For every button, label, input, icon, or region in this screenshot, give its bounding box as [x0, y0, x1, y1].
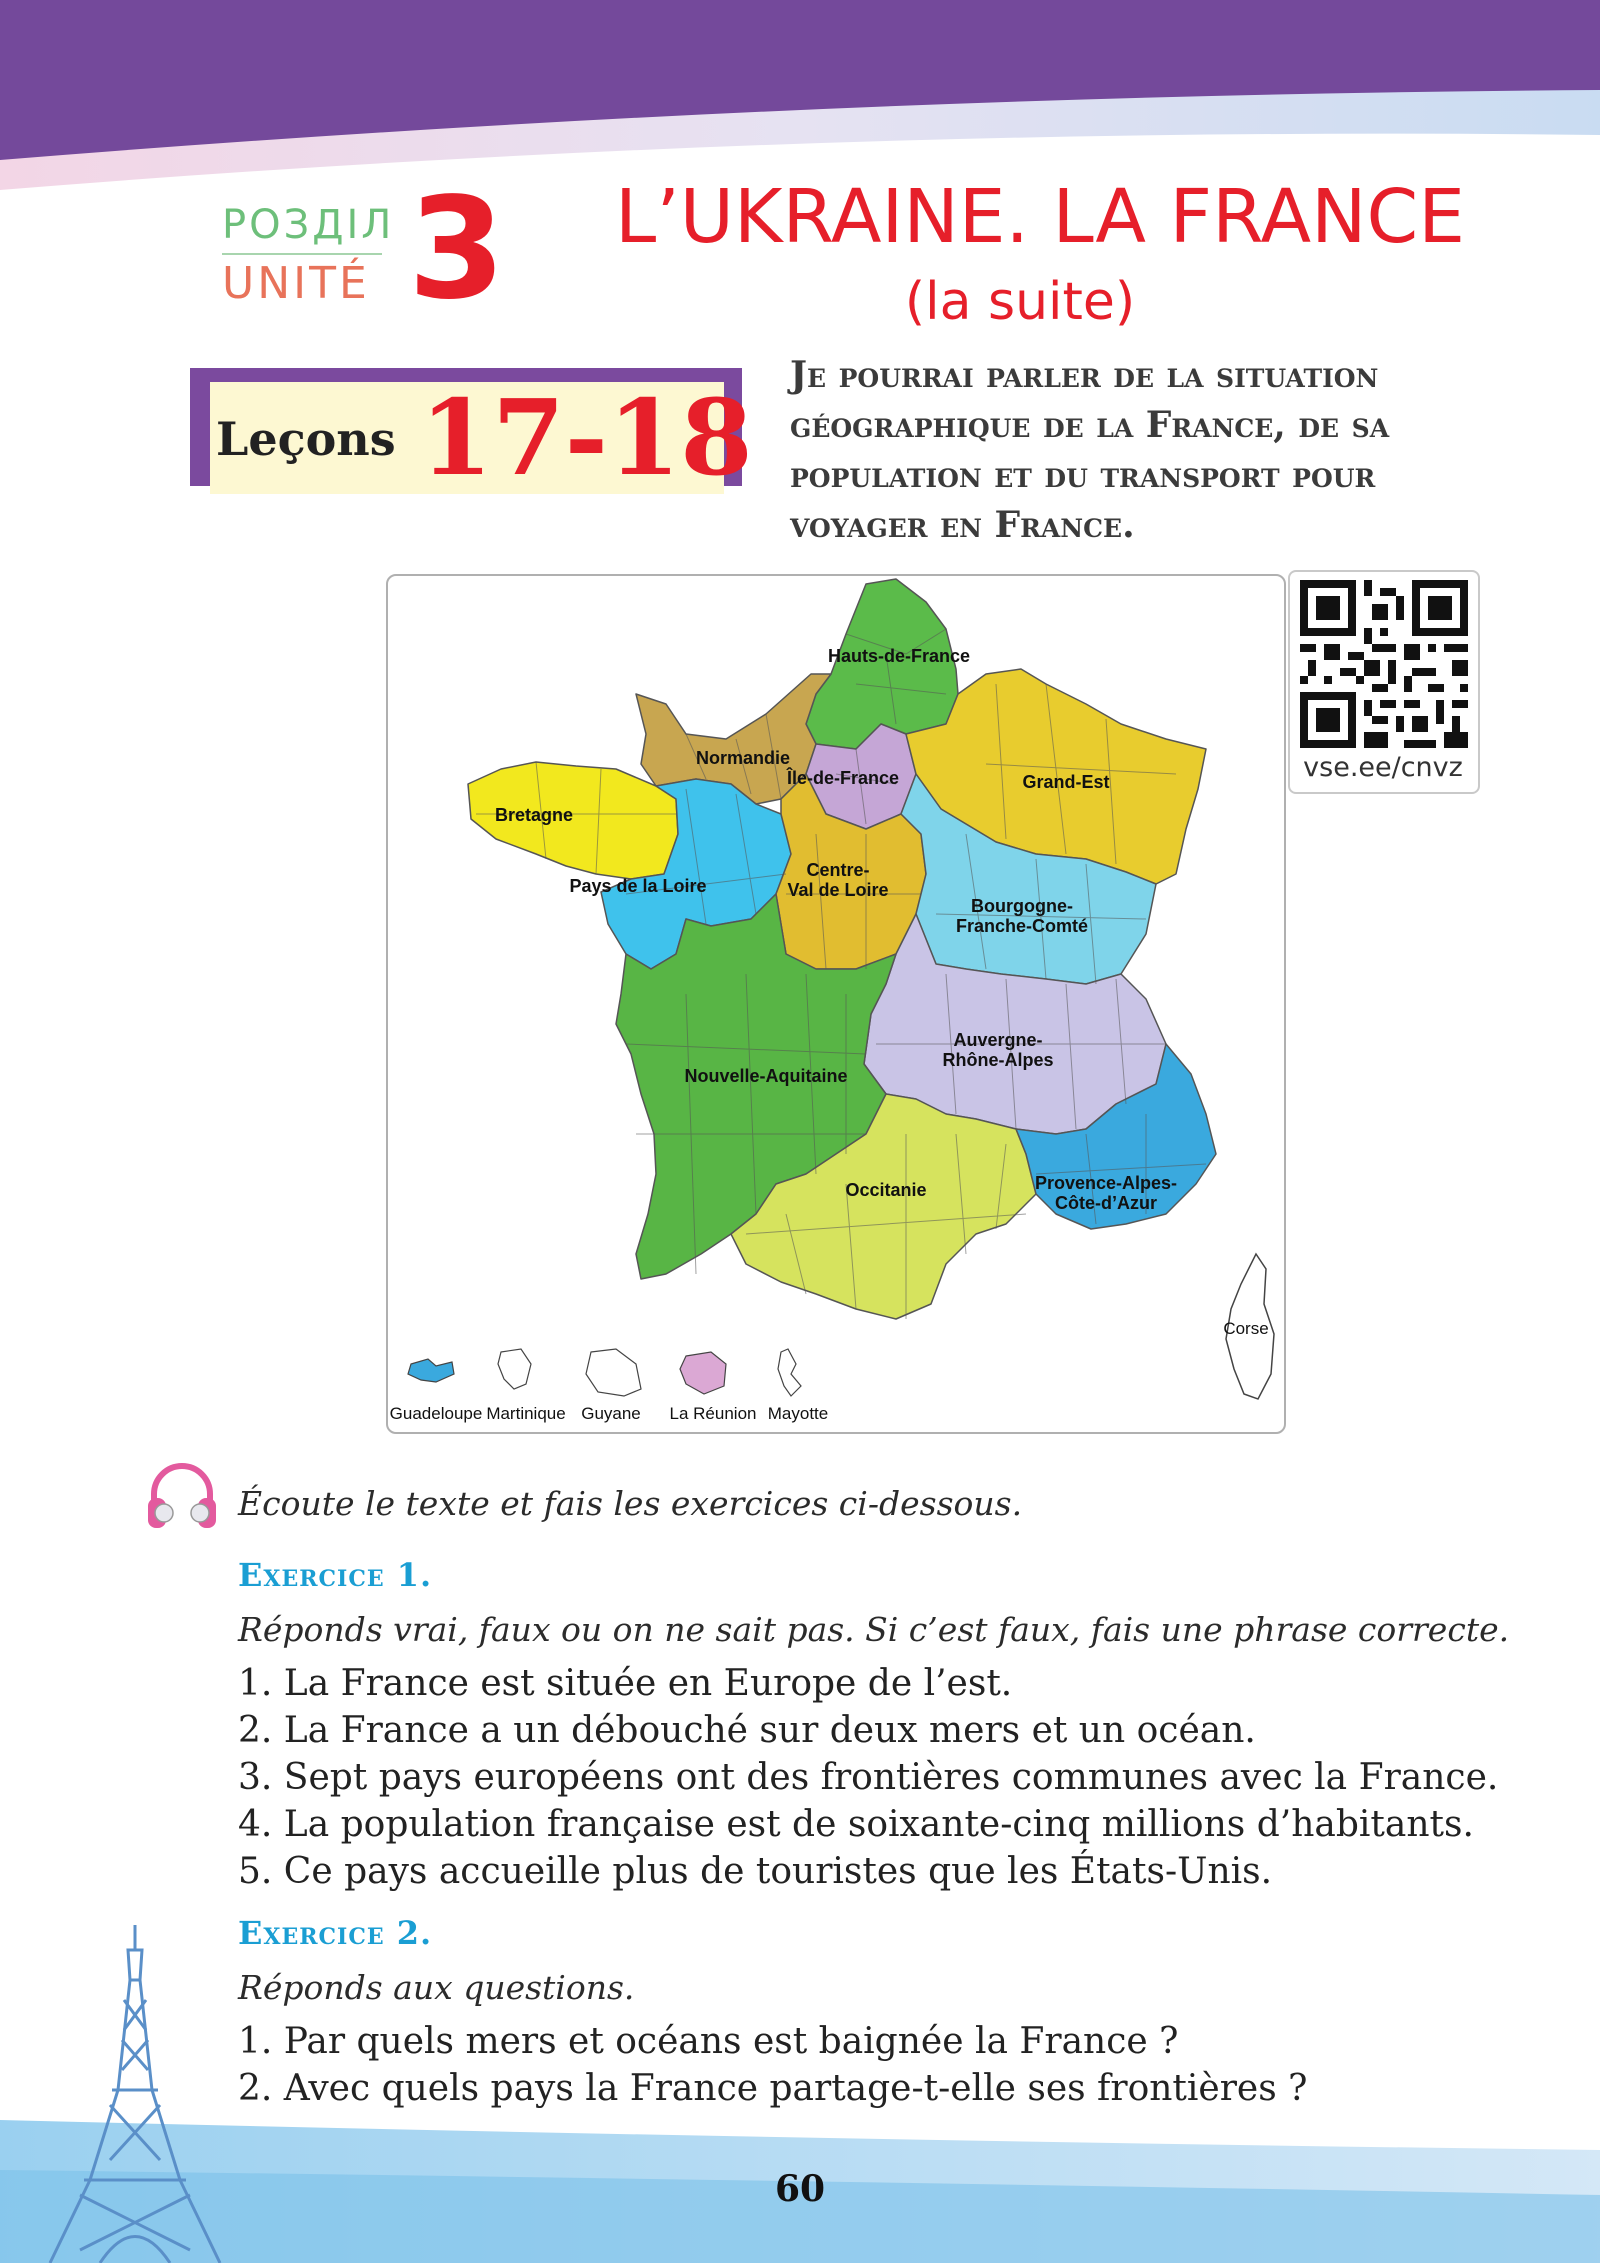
label-paca-1: Provence-Alpes-: [1034, 1173, 1178, 1193]
label-pays-de-la-loire: Pays de la Loire: [569, 876, 707, 896]
exercise-2-title: Exercice 2.: [238, 1914, 433, 1952]
exercise-2-list: [238, 2018, 1307, 2112]
label-ile-de-france: Île-de-France: [786, 768, 900, 788]
lesson-label: Leçons: [216, 412, 396, 466]
list-item: 2. Avec quels pays la France partage-t-elle ses frontières ?: [238, 2068, 1308, 2109]
label-nouvelle-aquitaine: Nouvelle-Aquitaine: [684, 1066, 848, 1086]
eiffel-tower-icon: [40, 1920, 230, 2263]
listen-instruction: Écoute le texte et fais les exercices ci-dessous.: [238, 1484, 1023, 1523]
exercise-2-instruction: Réponds aux questions.: [238, 1968, 635, 2007]
label-guadeloupe: Guadeloupe: [389, 1404, 483, 1423]
label-auvergne-2: Rhône-Alpes: [942, 1050, 1054, 1070]
lesson-numbers: 17-18: [420, 376, 753, 499]
list-item: 3. Sept pays européens ont des frontières communes avec la France.: [238, 1757, 1499, 1798]
label-hauts-de-france: Hauts-de-France: [827, 646, 971, 666]
qr-caption-link[interactable]: vse.ee/cnvz: [1303, 752, 1463, 783]
page-number: 60: [774, 2168, 826, 2210]
label-centre-2: Val de Loire: [787, 880, 889, 900]
label-normandie: Normandie: [695, 748, 791, 768]
lesson-objective: Je pourrai parler de la situation géographique de la France, de sa population et du transport pour voyager en France.: [790, 354, 1390, 546]
list-item: 1. La France est située en Europe de l’est.: [238, 1663, 1013, 1704]
page-title: L’UKRAINE. LA FRANCE: [615, 174, 1465, 260]
label-auvergne-1: Auvergne-: [953, 1030, 1043, 1050]
label-centre-1: Centre-: [806, 860, 870, 880]
header-band: [0, 0, 1600, 200]
label-bourgogne-1: Bourgogne-: [971, 896, 1073, 916]
list-item: 5. Ce pays accueille plus de touristes que les États-Unis.: [238, 1851, 1273, 1892]
martinique-outline: [498, 1349, 531, 1389]
headphones-icon: [142, 1456, 222, 1536]
label-bretagne: Bretagne: [494, 805, 574, 825]
label-la-reunion: La Réunion: [669, 1404, 757, 1423]
unit-label-fr: UNITÉ: [222, 258, 370, 309]
list-item: 4. La population française est de soixante-cinq millions d’habitants.: [238, 1804, 1474, 1845]
list-item: 2. La France a un débouché sur deux mers et un océan.: [238, 1710, 1256, 1751]
unit-label-ua: РОЗДІЛ: [222, 202, 395, 248]
exercise-1-list: [238, 1660, 1498, 1895]
france-regions-map: [386, 574, 1286, 1434]
unit-divider: [222, 253, 382, 255]
exercise-1-title: Exercice 1.: [238, 1556, 433, 1594]
guyane-outline: [586, 1349, 641, 1396]
label-bourgogne-2: Franche-Comté: [955, 916, 1089, 936]
label-grand-est: Grand-Est: [1022, 772, 1110, 792]
mayotte-outline: [778, 1349, 801, 1396]
unit-number: 3: [408, 168, 506, 331]
label-corse: Corse: [1223, 1319, 1269, 1338]
page-subtitle: (la suite): [904, 272, 1136, 332]
label-paca-2: Côte-d’Azur: [1055, 1193, 1157, 1213]
label-martinique: Martinique: [486, 1404, 566, 1423]
exercise-1-instruction: Réponds vrai, faux ou on ne sait pas. Si c’est faux, fais une phrase correcte.: [238, 1610, 1510, 1649]
guadeloupe-outline: [408, 1359, 454, 1382]
label-mayotte: Mayotte: [767, 1404, 829, 1423]
list-item: 1. Par quels mers et océans est baignée la France ?: [238, 2021, 1179, 2062]
label-guyane: Guyane: [581, 1404, 641, 1423]
label-occitanie: Occitanie: [845, 1180, 927, 1200]
qr-code-icon[interactable]: [1300, 580, 1468, 748]
la-reunion-outline: [680, 1352, 726, 1394]
